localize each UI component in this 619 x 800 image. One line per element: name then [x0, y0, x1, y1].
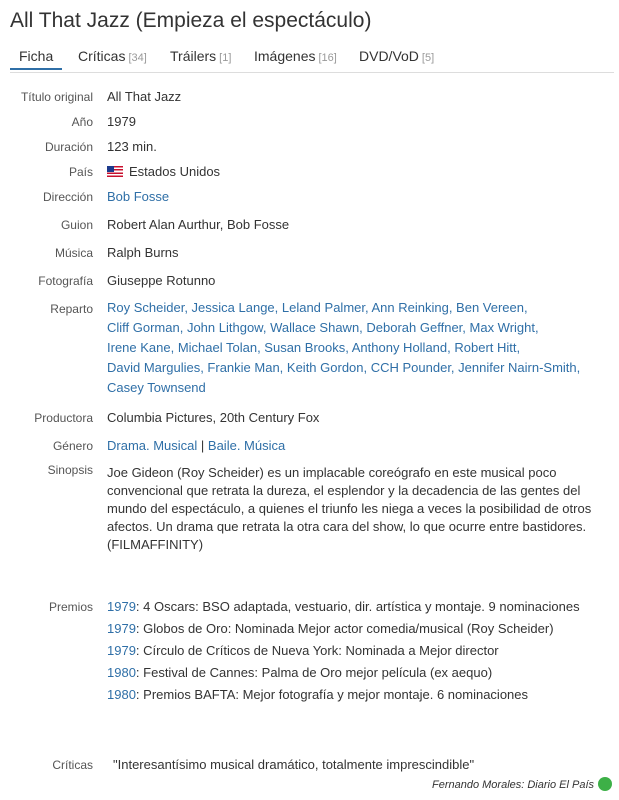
tab-count: [16]: [318, 52, 337, 64]
award-item: [107, 621, 554, 636]
cast-label: Reparto: [50, 302, 93, 316]
award-item: [107, 643, 499, 658]
cast-line[interactable]: David Margulies, Frankie Man, Keith Gordon, CCH Pounder, Jennifer Nairn-Smith,: [107, 360, 581, 375]
award-text: : Premios BAFTA: Mejor fotografía y mejor montaje. 6 nominaciones: [135, 687, 529, 702]
country-label: País: [68, 165, 93, 179]
genre-link[interactable]: Drama. Musical: [107, 438, 198, 453]
award-text: : 4 Oscars: BSO adaptada, vestuario, dir. artística y montaje. 9 nominaciones: [135, 599, 580, 614]
tab-label: Ficha: [19, 48, 54, 64]
cast-line[interactable]: Cliff Gorman, John Lithgow, Wallace Shawn, Deborah Geffner, Max Wright,: [107, 320, 539, 335]
tab-count: [1]: [219, 52, 232, 64]
tab-ficha[interactable]: [10, 48, 62, 70]
synopsis-text: [107, 464, 607, 554]
tab-trailers[interactable]: [170, 48, 231, 64]
cast-line[interactable]: Irene Kane, Michael Tolan, Susan Brooks, Anthony Holland, Robert Hitt,: [107, 340, 521, 355]
synopsis-line: afectos. Un drama que retrata la otra cara del show, lo que ocurre entre bastidores.: [107, 519, 587, 534]
duration-label: Duración: [44, 140, 93, 154]
award-year-link[interactable]: 1979: [107, 599, 136, 614]
year-label: Año: [71, 115, 93, 129]
script-value: Robert Alan Aurthur, Bob Fosse: [107, 217, 290, 232]
synopsis-line: convencional que retrata la dureza, el esplendor y la decadencia de las gentes del: [107, 483, 581, 498]
tab-label: DVD/VoD: [359, 48, 419, 64]
country-name: Estados Unidos: [129, 164, 221, 179]
year-value: 1979: [107, 114, 136, 129]
award-item: [107, 599, 580, 614]
page-title: All That Jazz (Empieza el espectáculo): [10, 9, 372, 32]
award-item: [107, 665, 492, 680]
tab-label: Tráilers: [170, 48, 217, 64]
tab-label: Imágenes: [254, 48, 316, 64]
production-value: Columbia Pictures, 20th Century Fox: [107, 410, 320, 425]
genre-separator: |: [197, 438, 208, 453]
us-flag-icon: [107, 166, 123, 177]
award-item: [107, 687, 528, 702]
tab-label: Críticas: [78, 48, 126, 64]
direction-value: [107, 189, 169, 204]
script-label: Guion: [60, 218, 93, 232]
direction-label: Dirección: [42, 190, 93, 204]
synopsis-label: Sinopsis: [47, 463, 93, 477]
tab-count: [5]: [421, 52, 435, 64]
award-text: : Círculo de Críticos de Nueva York: Nominada a Mejor director: [135, 643, 499, 658]
review-quote: "Interesantísimo musical dramático, totalmente imprescindible": [113, 757, 475, 772]
reviews-label: Críticas: [52, 758, 93, 772]
cast-line[interactable]: Roy Scheider, Jessica Lange, Leland Palmer, Ann Reinking, Ben Vereen,: [107, 300, 528, 315]
cast-line[interactable]: Casey Townsend: [107, 380, 206, 395]
review-author: Fernando Morales: Diario El País: [431, 779, 594, 791]
tab-imagenes[interactable]: [254, 48, 337, 64]
award-year-link[interactable]: 1980: [107, 665, 136, 680]
award-year-link[interactable]: 1980: [107, 687, 136, 702]
awards-label: Premios: [48, 600, 93, 614]
director-link[interactable]: Bob Fosse: [107, 189, 170, 204]
music-value: Ralph Burns: [107, 245, 179, 260]
award-text: : Globos de Oro: Nominada Mejor actor comedia/musical (Roy Scheider): [135, 621, 554, 636]
tab-count: [34]: [128, 52, 147, 64]
tab-dvd-vod[interactable]: [359, 48, 434, 64]
genre-value: [107, 438, 285, 453]
duration-value: 123 min.: [107, 139, 157, 154]
photography-value: Giuseppe Rotunno: [107, 273, 216, 288]
original-title-value: All That Jazz: [107, 89, 182, 104]
award-text: : Festival de Cannes: Palma de Oro mejor película (ex aequo): [135, 665, 493, 680]
genre-label: Género: [52, 439, 93, 453]
award-year-link[interactable]: 1979: [107, 643, 136, 658]
production-label: Productora: [34, 411, 93, 425]
positive-rating-icon: [598, 777, 612, 791]
tab-bar: [10, 44, 614, 73]
synopsis-line: (FILMAFFINITY): [107, 537, 204, 552]
music-label: Música: [54, 246, 93, 260]
synopsis-line: Joe Gideon (Roy Scheider) es un implacable coreógrafo en este musical poco: [107, 465, 557, 480]
synopsis-line: mundo del espectáculo, a quienes el triunfo les niega a veces la posibilidad de otros: [107, 501, 592, 516]
award-year-link[interactable]: 1979: [107, 621, 136, 636]
country-value: [107, 164, 220, 179]
photography-label: Fotografía: [38, 274, 93, 288]
tab-criticas[interactable]: [78, 48, 147, 64]
genre-link[interactable]: Baile. Música: [207, 438, 286, 453]
cast-list: [107, 298, 580, 398]
original-title-label: Título original: [20, 90, 93, 104]
